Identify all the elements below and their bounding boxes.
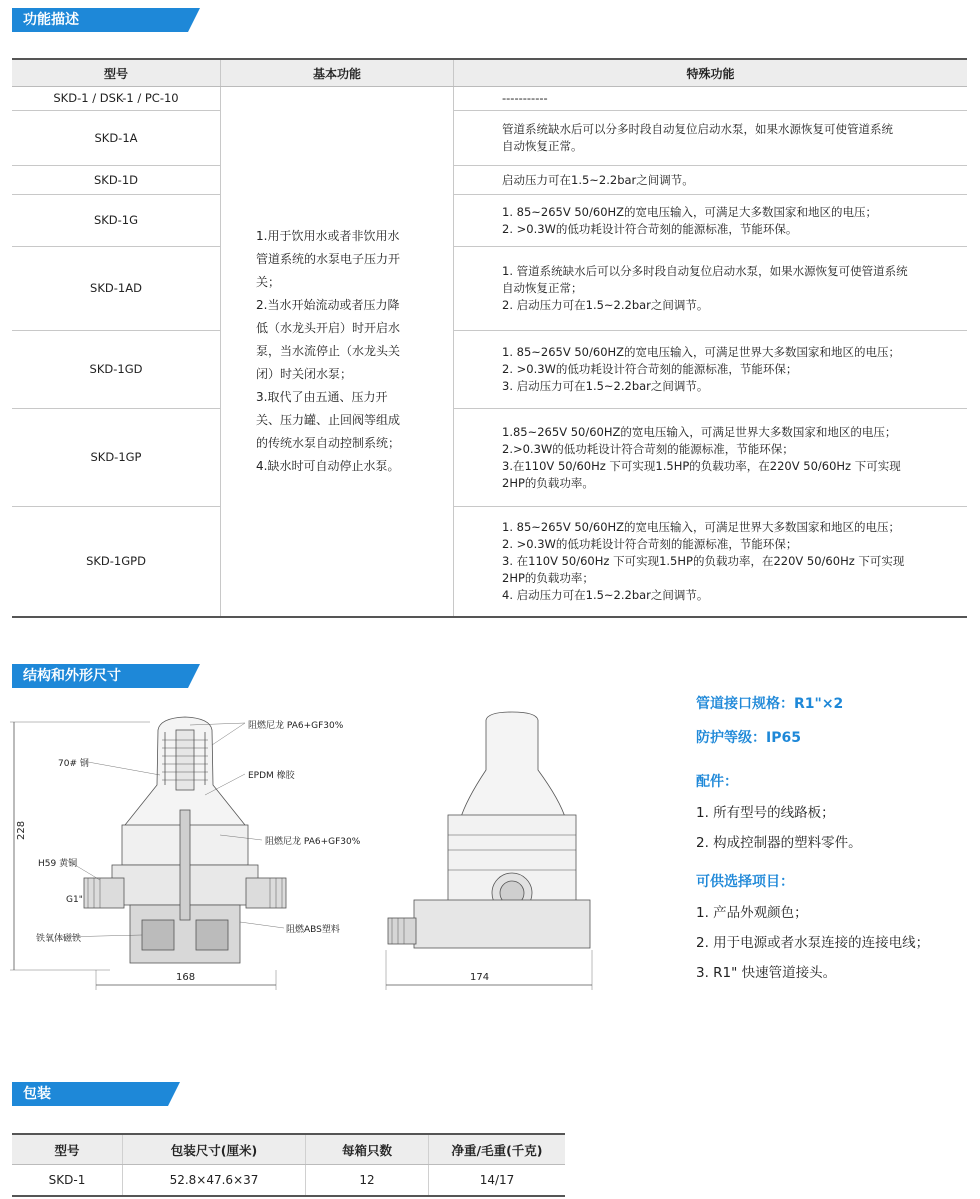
special-function-line: 2. >0.3W的低功耗设计符合苛刻的能源标准，节能环保。: [502, 221, 798, 236]
basic-function-line: 闭）时关闭水泵；: [256, 366, 353, 381]
model-cell: SKD-1G: [12, 195, 221, 247]
table-row: [12, 507, 967, 617]
basic-function-line: 低（水龙头开启）时开启水: [256, 320, 401, 335]
special-function-line: 2HP的负载功率；: [502, 570, 594, 585]
option-item: 1. 产品外观颜色；: [696, 905, 808, 921]
section-title: 包装: [23, 1086, 51, 1102]
table-row: [12, 247, 967, 331]
pack-header-qty: 每箱只数: [306, 1134, 429, 1165]
table-row: [12, 195, 967, 247]
dim-width-right: 174: [470, 972, 490, 983]
special-function-line: 1. 管道系统缺水后可以分多时段自动复位启动水泵，如果水源恢复可使管道系统: [502, 264, 908, 278]
basic-function-line: 的传统水泵自动控制系统；: [256, 435, 401, 450]
label-brass: H59 黄铜: [38, 859, 78, 869]
spec-protection: 防护等级：IP65: [696, 730, 801, 746]
label-abs: 阻燃ABS塑料: [286, 925, 340, 935]
model-cell: SKD-1GP: [12, 409, 221, 507]
special-function-line: 2. >0.3W的低功耗设计符合苛刻的能源标准，节能环保；: [502, 536, 798, 551]
special-function-line: 1. 85~265V 50/60HZ的宽电压输入，可满足世界大多数国家和地区的电压；: [502, 519, 901, 534]
pack-size: 52.8×47.6×37: [123, 1165, 306, 1197]
special-function-cell: [454, 247, 968, 331]
special-function-cell: [454, 111, 968, 166]
special-function-line: 4. 启动压力可在1.5~2.2bar之间调节。: [502, 587, 709, 602]
pack-header-weight: 净重/毛重(千克): [429, 1134, 566, 1165]
section-title: 功能描述: [23, 12, 79, 28]
accessories-title: 配件：: [696, 774, 738, 790]
special-function-line: 1. 85~265V 50/60HZ的宽电压输入，可满足大多数国家和地区的电压；: [502, 204, 878, 219]
dim-width-left: 168: [176, 972, 196, 983]
label-epdm: EPDM 橡胶: [248, 771, 295, 781]
special-function-line: 自动恢复正常；: [502, 281, 583, 295]
option-item: 2. 用于电源或者水泵连接的连接电线；: [696, 935, 930, 951]
pack-header-size: 包装尺寸(厘米): [123, 1134, 306, 1165]
special-function-cell: [454, 507, 968, 617]
table-row: [12, 111, 967, 166]
pack-model: SKD-1: [12, 1165, 123, 1197]
special-function-cell: [454, 166, 968, 195]
special-function-line: 2.>0.3W的低功耗设计符合苛刻的能源标准，节能环保；: [502, 441, 794, 456]
table-row: [12, 331, 967, 409]
function-table-body: [12, 87, 967, 617]
options-title: 可供选择项目：: [696, 874, 794, 890]
special-function-line: 2. >0.3W的低功耗设计符合苛刻的能源标准，节能环保；: [502, 362, 798, 376]
basic-function-line: 1.用于饮用水或者非饮用水: [256, 228, 400, 243]
table-row: [12, 166, 967, 195]
package-table: [12, 1133, 565, 1197]
option-item: 3. R1" 快速管道接头。: [696, 965, 837, 981]
section-header-structure: [12, 664, 200, 688]
accessory-item: 1. 所有型号的线路板；: [696, 805, 835, 821]
label-steel: 70# 钢: [58, 759, 89, 769]
function-table: [12, 58, 967, 618]
special-function-cell: [454, 331, 968, 409]
model-cell: SKD-1A: [12, 111, 221, 166]
spec-panel: [696, 693, 976, 991]
label-material-2: 阻燃尼龙 PA6+GF30%: [265, 837, 361, 847]
special-function-line: 1. 85~265V 50/60HZ的宽电压输入，可满足世界大多数国家和地区的电压；: [502, 345, 901, 359]
header-basic: 基本功能: [221, 59, 454, 87]
pack-weight: 14/17: [429, 1165, 566, 1197]
basic-function-cell: [221, 87, 454, 617]
basic-function-line: 3.取代了由五通、压力开: [256, 389, 388, 404]
special-function-line: 3.在110V 50/60Hz 下可实现1.5HP的负载功率，在220V 50/60Hz 下可实现: [502, 458, 901, 473]
accessory-item: 2. 构成控制器的塑料零件。: [696, 835, 862, 851]
basic-function-line: 关、压力罐、止回阀等组成: [256, 412, 401, 427]
section-header-package: [12, 1082, 200, 1106]
model-cell: SKD-1AD: [12, 247, 221, 331]
technical-drawing: [0, 700, 680, 1004]
basic-function-text: [222, 225, 452, 478]
dim-height: 228: [16, 820, 27, 840]
special-function-line: -----------: [502, 91, 548, 105]
table-row: [12, 1165, 565, 1197]
model-cell: SKD-1GPD: [12, 507, 221, 617]
special-function-line: 管道系统缺水后可以分多时段自动复位启动水泵，如果水源恢复可使管道系统: [502, 122, 893, 136]
spec-pipe: 管道接口规格：R1"×2: [696, 696, 844, 712]
label-material-1: 阻燃尼龙 PA6+GF30%: [248, 721, 344, 731]
basic-function-line: 泵，当水流停止（水龙头关: [256, 343, 401, 358]
special-function-cell: [454, 409, 968, 507]
pack-header-model: 型号: [12, 1134, 123, 1165]
special-function-cell: [454, 87, 968, 111]
label-thread: G1": [66, 895, 83, 905]
basic-function-line: 管道系统的水泵电子压力开: [256, 251, 401, 266]
model-cell: SKD-1D: [12, 166, 221, 195]
drawing-svg: [0, 700, 680, 1000]
section-header-function: [12, 8, 200, 32]
table-row: [12, 87, 967, 111]
special-function-line: 1.85~265V 50/60HZ的宽电压输入，可满足世界大多数国家和地区的电压；: [502, 424, 897, 439]
special-function-line: 启动压力可在1.5~2.2bar之间调节。: [502, 172, 694, 187]
model-cell: SKD-1 / DSK-1 / PC-10: [12, 87, 221, 111]
header-model: 型号: [12, 59, 221, 87]
special-function-line: 2. 启动压力可在1.5~2.2bar之间调节。: [502, 298, 709, 312]
header-special: 特殊功能: [454, 59, 968, 87]
basic-function-line: 2.当水开始流动或者压力降: [256, 297, 400, 312]
basic-function-line: 关；: [256, 274, 281, 289]
model-cell: SKD-1GD: [12, 331, 221, 409]
basic-function-line: 4.缺水时可自动停止水泵。: [256, 458, 400, 473]
special-function-cell: [454, 195, 968, 247]
label-magnet: 铁氧体磁铁: [36, 934, 82, 944]
table-row: [12, 409, 967, 507]
special-function-line: 2HP的负载功率。: [502, 475, 594, 490]
special-function-line: 3. 在110V 50/60Hz 下可实现1.5HP的负载功率，在220V 50/60Hz 下可实现: [502, 553, 905, 568]
special-function-line: 自动恢复正常。: [502, 139, 583, 153]
section-title: 结构和外形尺寸: [23, 668, 121, 684]
special-function-line: 3. 启动压力可在1.5~2.2bar之间调节。: [502, 379, 709, 393]
pack-qty: 12: [306, 1165, 429, 1197]
